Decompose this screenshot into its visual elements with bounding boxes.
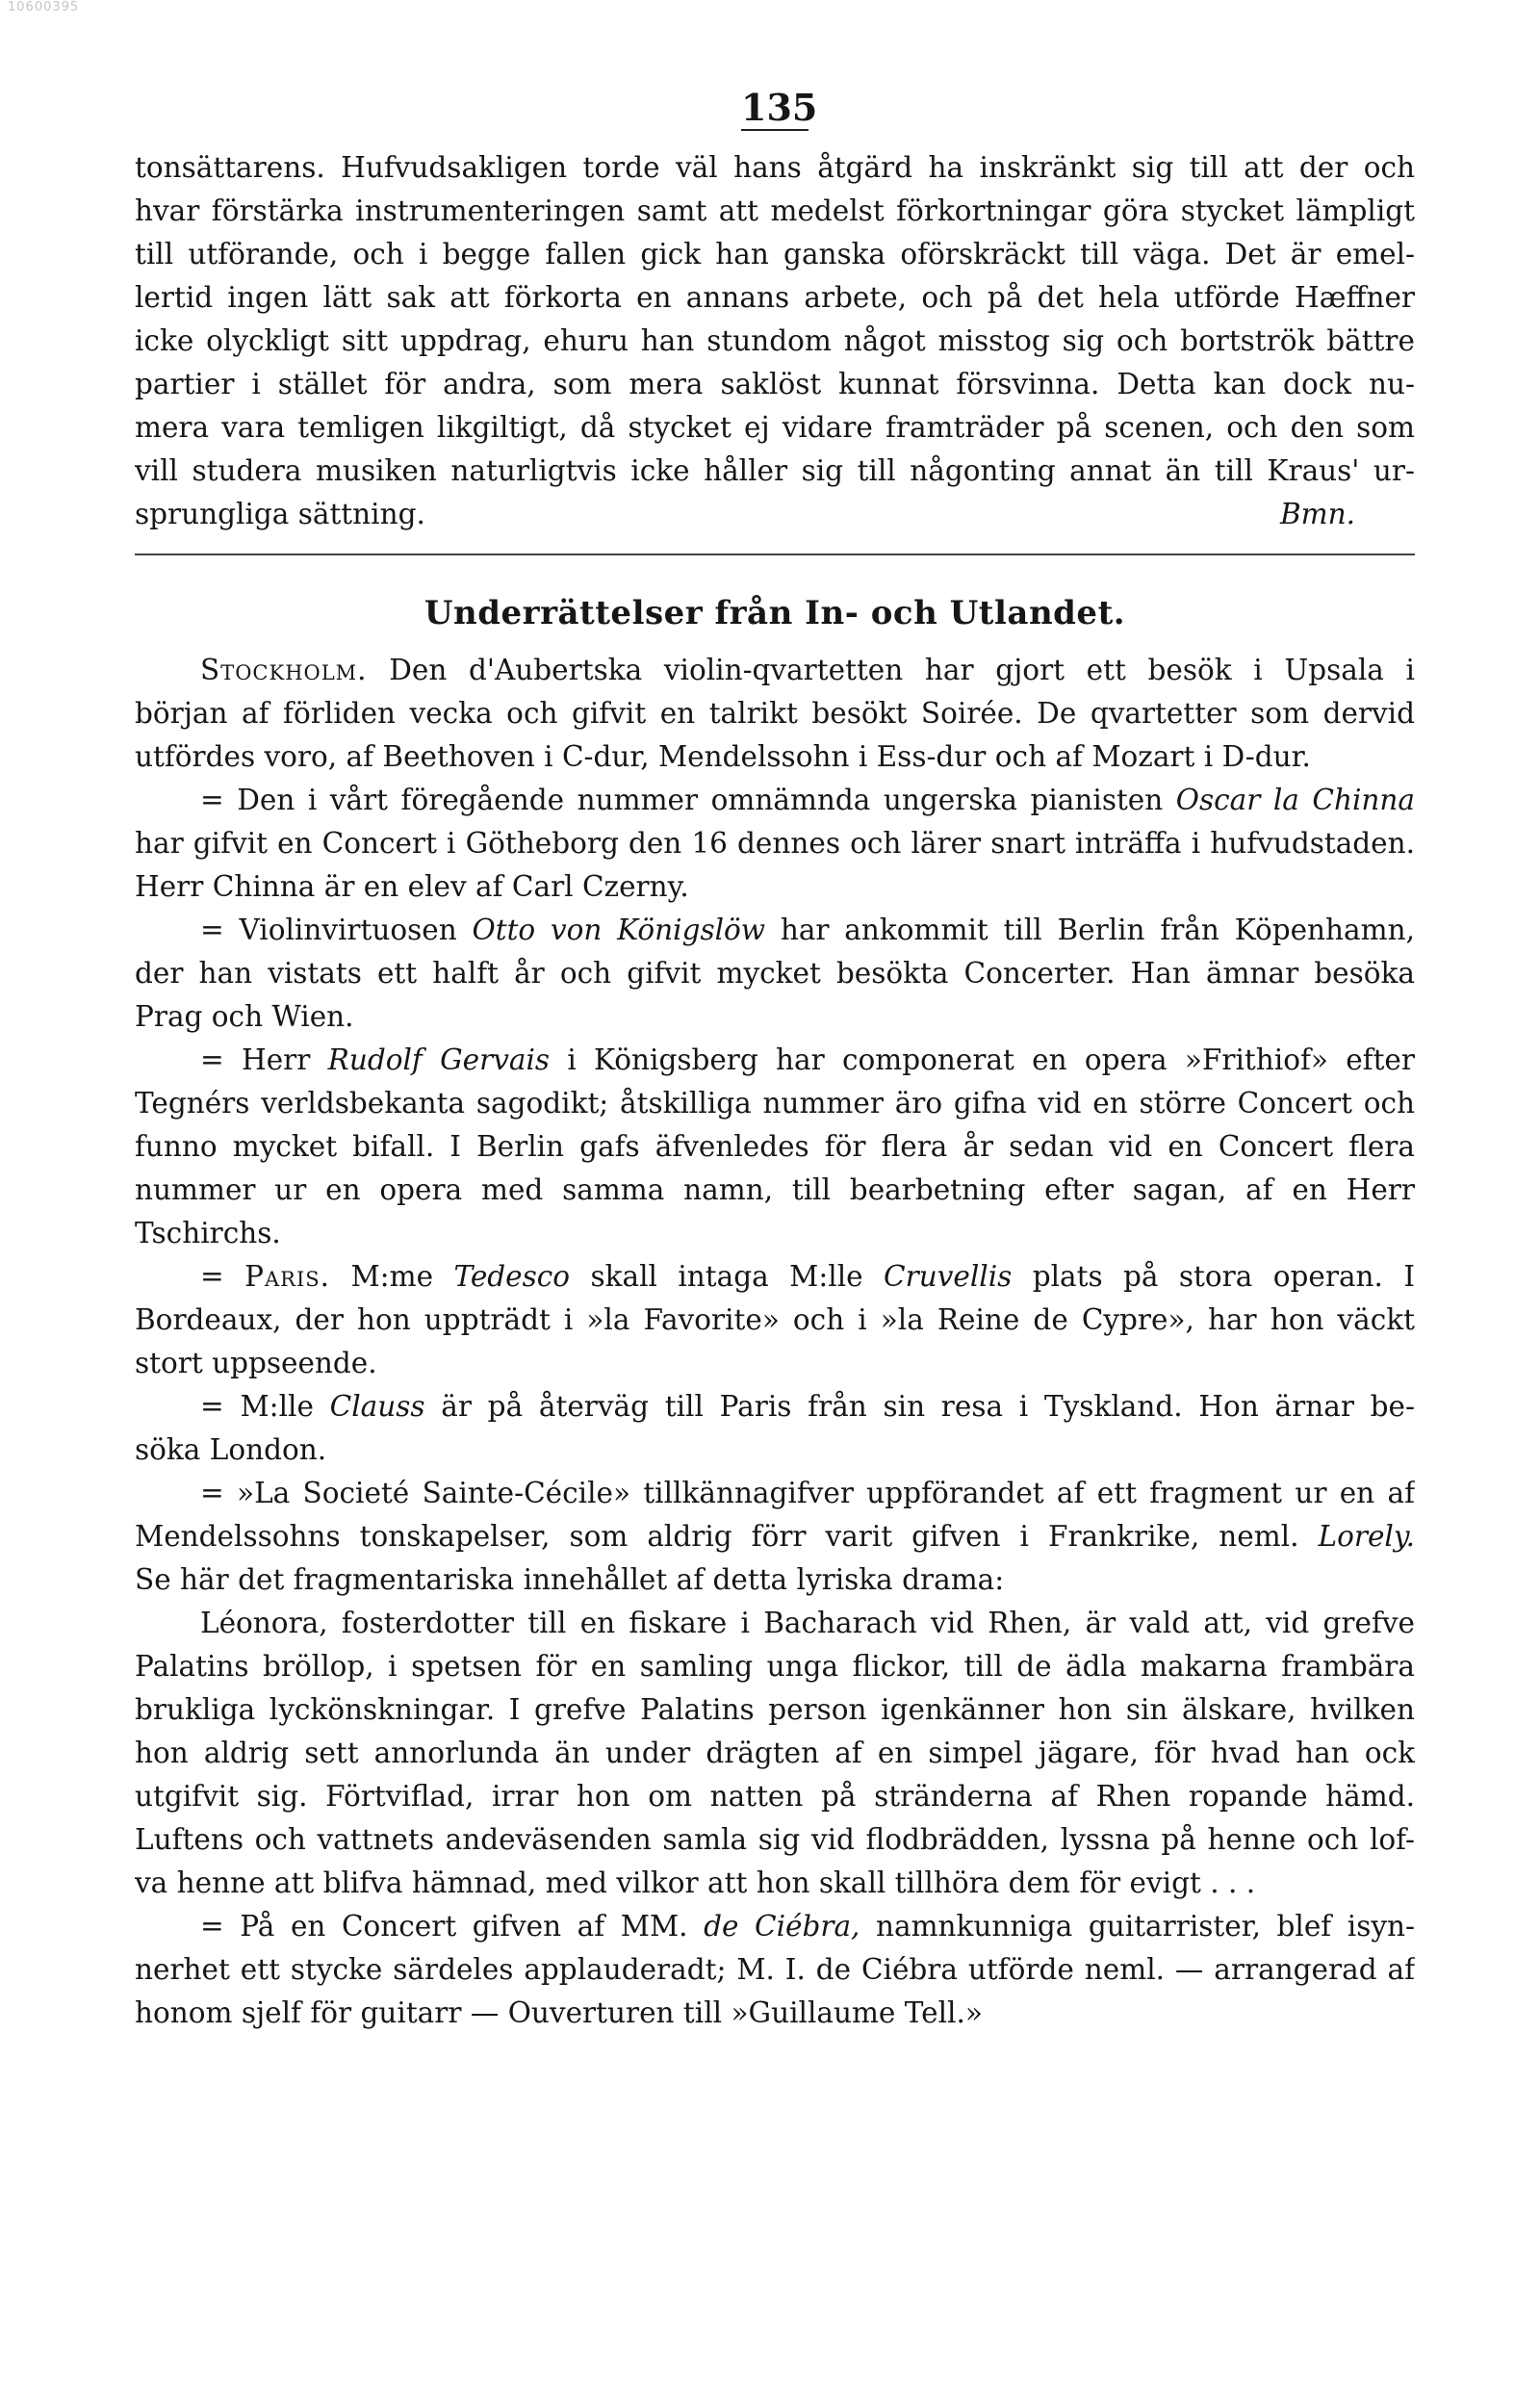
person-name: Rudolf Gervais: [327, 1043, 551, 1076]
text-line: funno mycket bifall. I Berlin gafs äfvenledes för flera år sedan vid en Concert flera: [135, 1130, 1415, 1163]
text-line: = Den i vårt föregående nummer omnämnda ungerska pianisten Oscar la Chinna: [200, 784, 1415, 816]
text-line: honom sjelf för guitarr — Ouverturen till »Guillaume Tell.»: [135, 1996, 983, 2029]
section-heading: Underrättelser från In- och Utlandet.: [424, 594, 1126, 632]
text-line: utgifvit sig. Förtviflad, irrar hon om natten på stränderna af Rhen ropande hämd.: [135, 1780, 1415, 1813]
text-line: stort uppseende.: [135, 1347, 377, 1379]
text-line: början af förliden vecka och gifvit en talrikt besökt Soirée. De qvartetter som dervid: [135, 697, 1415, 730]
text-line: Luftens och vattnets andeväsenden samla sig vid flodbrädden, lyssna på henne och lof-: [135, 1823, 1415, 1856]
text-line: Tschirchs.: [135, 1217, 281, 1249]
text-line: Herr Chinna är en elev af Carl Czerny.: [135, 870, 689, 903]
text-line: lertid ingen lätt sak att förkorta en annans arbete, och på det hela utförde Hæffner: [135, 281, 1415, 314]
person-name: Otto von Königslöw: [472, 914, 766, 946]
person-name: Tedesco: [453, 1260, 571, 1293]
text-line: hvar förstärka instrumenteringen samt att medelst förkortningar göra stycket lämpligt: [135, 194, 1415, 227]
person-name: Oscar la Chinna: [1175, 784, 1415, 816]
text-line: mera vara temligen likgiltigt, då stycket ej vidare framträder på scenen, och den som: [135, 411, 1415, 444]
text-line: nummer ur en opera med samma namn, till bearbetning efter sagan, af en Herr: [135, 1173, 1415, 1206]
page-number: 135: [741, 86, 818, 129]
text-line: Léonora, fosterdotter till en fiskare i Bacharach vid Rhen, är vald att, vid grefve: [200, 1607, 1415, 1639]
text-line: = M:lle Clauss är på återväg till Paris från sin resa i Tyskland. Hon ärnar be-: [200, 1390, 1415, 1423]
text-line: till utförande, och i begge fallen gick han ganska oförskräckt till väga. Det är emel-: [135, 238, 1415, 270]
text-line: icke olyckligt sitt uppdrag, ehuru han stundom något misstog sig och bortströk bättre: [135, 324, 1415, 357]
text-line: partier i stället för andra, som mera saklöst kunnat försvinna. Detta kan dock nu-: [135, 368, 1415, 400]
text-line: = Herr Rudolf Gervais i Königsberg har componerat en opera »Frithiof» efter: [200, 1043, 1415, 1076]
text-line: utfördes voro, af Beethoven i C-dur, Mendelssohn i Ess-dur och af Mozart i D-dur.: [135, 740, 1311, 773]
page-number-underline: [741, 129, 808, 131]
place-name: Paris.: [244, 1260, 331, 1293]
scan-id: 10600395: [8, 0, 80, 14]
text-line: hon aldrig sett annorlunda än under drägten af en simpel jägare, för hvad han ock: [135, 1737, 1415, 1769]
text-line: brukliga lyckönskningar. I grefve Palatins person igenkänner hon sin älskare, hvilken: [135, 1693, 1415, 1726]
text-line: = »La Societé Sainte-Cécile» tillkännagifver uppförandet af ett fragment ur en af: [200, 1477, 1415, 1509]
text-line: Prag och Wien.: [135, 1000, 354, 1033]
section-divider: [135, 553, 1415, 555]
text-line: har gifvit en Concert i Götheborg den 16 dennes och lärer snart inträffa i hufvudstaden.: [135, 827, 1415, 860]
text-line: Se här det fragmentariska innehållet af detta lyriska drama:: [135, 1563, 1005, 1596]
text-line: söka London.: [135, 1433, 327, 1466]
text-line: Mendelssohns tonskapelser, som aldrig förr varit gifven i Frankrike, neml. Lorely.: [135, 1520, 1415, 1553]
place-name: Stockholm.: [200, 654, 368, 686]
text-line: Palatins bröllop, i spetsen för en samling unga flickor, till de ädla makarna frambära: [135, 1650, 1415, 1683]
person-name: de Ciébra,: [704, 1910, 860, 1943]
text-line: = Paris. M:me Tedesco skall intaga M:lle Cruvellis plats på stora operan. I: [200, 1260, 1415, 1293]
text-line: Stockholm. Den d'Aubertska violin-qvartetten har gjort ett besök i Upsala i: [200, 654, 1415, 686]
text-line: nerhet ett stycke särdeles applauderadt; M. I. de Ciébra utförde neml. — arrangerad af: [135, 1953, 1415, 1986]
text-line: tonsättarens. Hufvudsakligen torde väl hans åtgärd ha inskränkt sig till att der och: [135, 151, 1415, 184]
text-line: sprungliga sättning.: [135, 498, 425, 530]
work-title: Lorely.: [1318, 1520, 1415, 1553]
text-line: = Violinvirtuosen Otto von Königslöw har ankommit till Berlin från Köpenhamn,: [200, 914, 1415, 946]
text-line: va henne att blifva hämnad, med vilkor att hon skall tillhöra dem för evigt . . .: [135, 1866, 1256, 1899]
person-name: Cruvellis: [884, 1260, 1013, 1293]
text-line: der han vistats ett halft år och gifvit mycket besökta Concerter. Han ämnar besöka: [135, 957, 1415, 990]
text-line: Bordeaux, der hon uppträdt i »la Favorite» och i »la Reine de Cypre», har hon väckt: [135, 1303, 1415, 1336]
text-line: vill studera musiken naturligtvis icke håller sig till någonting annat än till Kraus' ur-: [135, 454, 1415, 487]
text-line: Tegnérs verldsbekanta sagodikt; åtskilliga nummer äro gifna vid en större Concert och: [135, 1087, 1415, 1120]
person-name: Clauss: [329, 1390, 425, 1423]
author-signature: Bmn.: [1280, 498, 1356, 530]
text-line: = På en Concert gifven af MM. de Ciébra, namnkunniga guitarrister, blef isyn-: [200, 1910, 1415, 1943]
